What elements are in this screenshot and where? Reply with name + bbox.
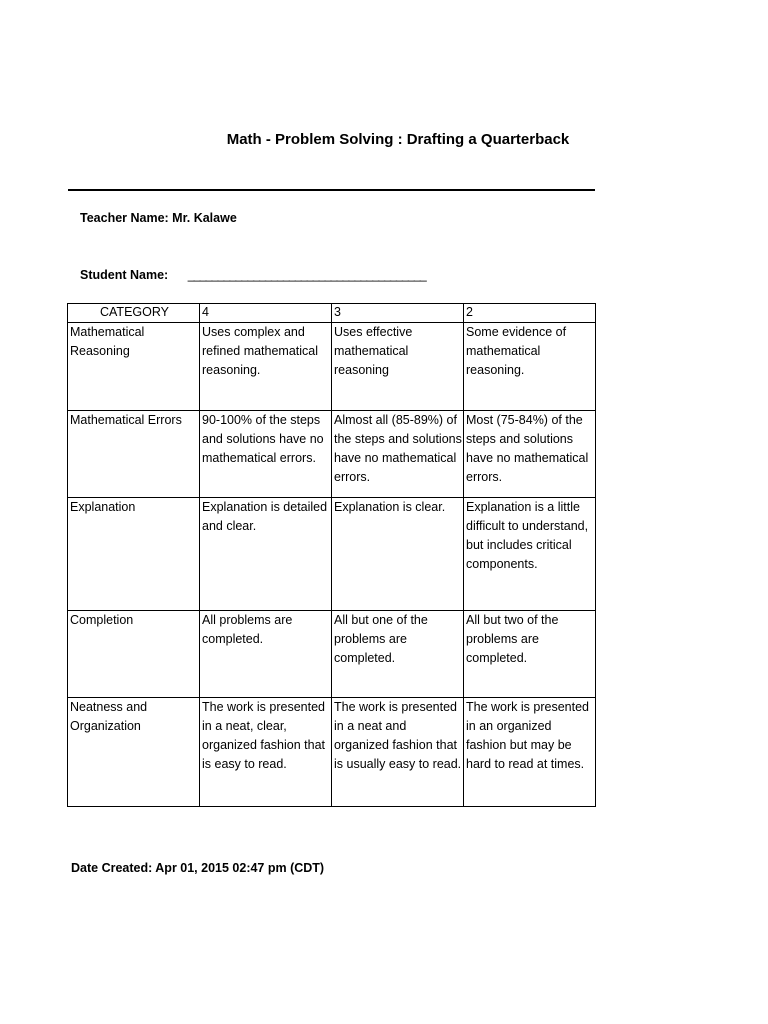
student-name-label: Student Name: (80, 268, 169, 282)
cell-score-3: Explanation is clear. (332, 498, 464, 611)
header-score-4: 4 (200, 304, 332, 323)
cell-score-2: The work is presented in an organized fashion but may be hard to read at times. (464, 698, 596, 807)
header-score-3: 3 (332, 304, 464, 323)
table-row (68, 323, 596, 411)
cell-score-2: Explanation is a little difficult to understand, but includes critical components. (464, 498, 596, 611)
title-divider (68, 189, 595, 191)
row-category: Completion (68, 611, 200, 698)
cell-score-3: The work is presented in a neat and organized fashion that is usually easy to read. (332, 698, 464, 807)
cell-score-3: Uses effective mathematical reasoning (332, 323, 464, 411)
row-category: Neatness and Organization (68, 698, 200, 807)
rubric-table (67, 303, 596, 807)
cell-score-3: Almost all (85-89%) of the steps and solutions have no mathematical errors. (332, 411, 464, 498)
cell-score-4: Explanation is detailed and clear. (200, 498, 332, 611)
table-row (68, 498, 596, 611)
header-category: CATEGORY (68, 304, 200, 323)
cell-score-4: 90-100% of the steps and solutions have no mathematical errors. (200, 411, 332, 498)
student-name-blank: ________________________________________ (187, 268, 426, 282)
cell-score-4: Uses complex and refined mathematical reasoning. (200, 323, 332, 411)
cell-score-2: Most (75-84%) of the steps and solutions have no mathematical errors. (464, 411, 596, 498)
table-row (68, 411, 596, 498)
cell-score-4: The work is presented in a neat, clear, organized fashion that is easy to read. (200, 698, 332, 807)
cell-score-3: All but one of the problems are completed. (332, 611, 464, 698)
student-name-line (80, 268, 426, 282)
cell-score-4: All problems are completed. (200, 611, 332, 698)
teacher-name: Teacher Name: Mr. Kalawe (80, 211, 237, 225)
row-category: Mathematical Errors (68, 411, 200, 498)
cell-score-2: Some evidence of mathematical reasoning. (464, 323, 596, 411)
table-row (68, 611, 596, 698)
row-category: Mathematical Reasoning (68, 323, 200, 411)
table-row (68, 698, 596, 807)
cell-score-2: All but two of the problems are completed. (464, 611, 596, 698)
date-created: Date Created: Apr 01, 2015 02:47 pm (CDT) (71, 861, 325, 875)
header-score-2: 2 (464, 304, 596, 323)
rubric-header-row (68, 304, 596, 323)
page-title: Math - Problem Solving : Drafting a Quarterback (226, 131, 570, 148)
row-category: Explanation (68, 498, 200, 611)
